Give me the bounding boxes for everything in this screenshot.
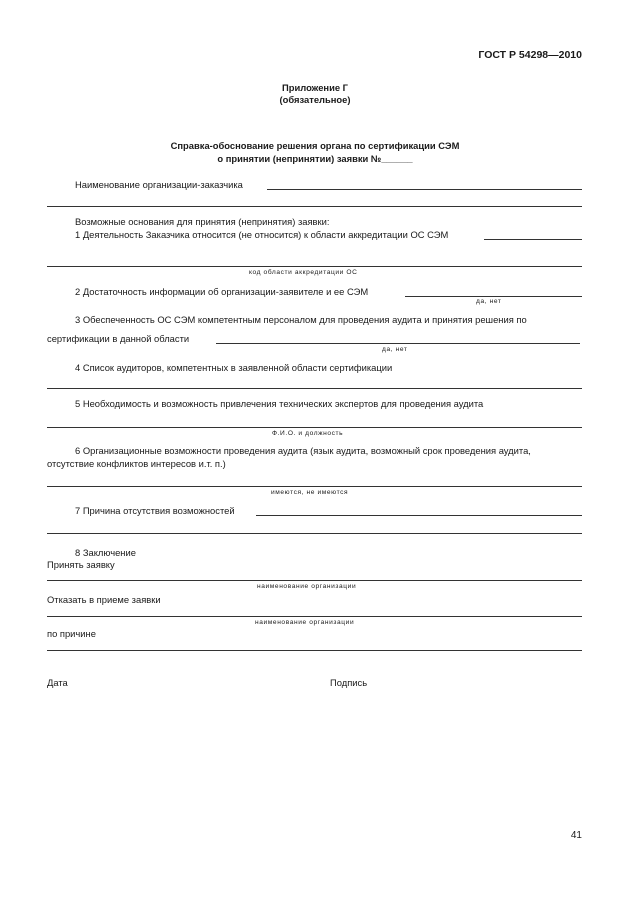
org-name-field-cont[interactable] (47, 206, 582, 207)
item-6-hint: имеются, не имеются (271, 489, 349, 496)
item-3-hint: да, нет (382, 346, 408, 353)
form-title-line1: Справка-обоснование решения органа по сертификации СЭМ (170, 140, 460, 151)
item-2-hint: да, нет (476, 298, 502, 305)
org-name-field[interactable] (267, 189, 582, 190)
item-1-label: 1 Деятельность Заказчика относится (не относится) к области аккредитации ОС СЭМ (75, 229, 449, 240)
item-4-field[interactable] (47, 388, 582, 389)
item-5-field[interactable] (47, 427, 582, 428)
reject-org-field[interactable] (47, 616, 582, 617)
signature-label: Подпись (330, 677, 368, 688)
item-3-field[interactable] (216, 343, 580, 344)
item-7-field[interactable] (256, 515, 582, 516)
date-label: Дата (47, 677, 68, 688)
item-7-label: 7 Причина отсутствия возможностей (75, 505, 235, 516)
item-7-field-cont[interactable] (47, 533, 582, 534)
appendix-title: Приложение Г (282, 82, 348, 93)
item-6-field[interactable] (47, 486, 582, 487)
page-number: 41 (570, 830, 582, 841)
reject-label: Отказать в приеме заявки (47, 594, 161, 605)
item-4-label: 4 Список аудиторов, компетентных в заявленной области сертификации (75, 362, 393, 373)
accept-label: Принять заявку (47, 559, 115, 570)
item-2-label: 2 Достаточность информации об организации-заявителе и ее СЭМ (75, 286, 369, 297)
item-3-label-line1: 3 Обеспеченность ОС СЭМ компетентным персоналом для проведения аудита и принятия решения по (75, 314, 527, 325)
item-1-field-cont[interactable] (47, 266, 582, 267)
item-5-hint: Ф.И.О. и должность (272, 430, 344, 437)
form-title-line2: о принятии (непринятии) заявки №______ (217, 153, 413, 164)
reject-hint: наименование организации (255, 619, 355, 626)
appendix-status: (обязательное) (279, 94, 351, 105)
grounds-intro: Возможные основания для принятия (непринятия) заявки: (75, 216, 330, 227)
document-code: ГОСТ Р 54298—2010 (478, 49, 582, 61)
reason-field[interactable] (47, 650, 582, 651)
org-name-label: Наименование организации-заказчика (75, 179, 243, 190)
item-1-field[interactable] (484, 239, 582, 240)
item-8-label: 8 Заключение (75, 547, 136, 558)
item-1-hint: код области аккредитации ОС (249, 269, 358, 276)
accept-org-field[interactable] (47, 580, 582, 581)
item-6-label-line2: отсутствие конфликтов интересов и.т. п.) (47, 458, 226, 469)
item-2-field[interactable] (405, 296, 582, 297)
item-5-label: 5 Необходимость и возможность привлечения технических экспертов для проведения аудита (75, 398, 484, 409)
accept-hint: наименование организации (257, 583, 357, 590)
reason-label: по причине (47, 628, 96, 639)
item-6-label-line1: 6 Организационные возможности проведения аудита (язык аудита, возможный срок проведения аудита, (75, 445, 531, 456)
item-3-label-line2: сертификации в данной области (47, 333, 190, 344)
